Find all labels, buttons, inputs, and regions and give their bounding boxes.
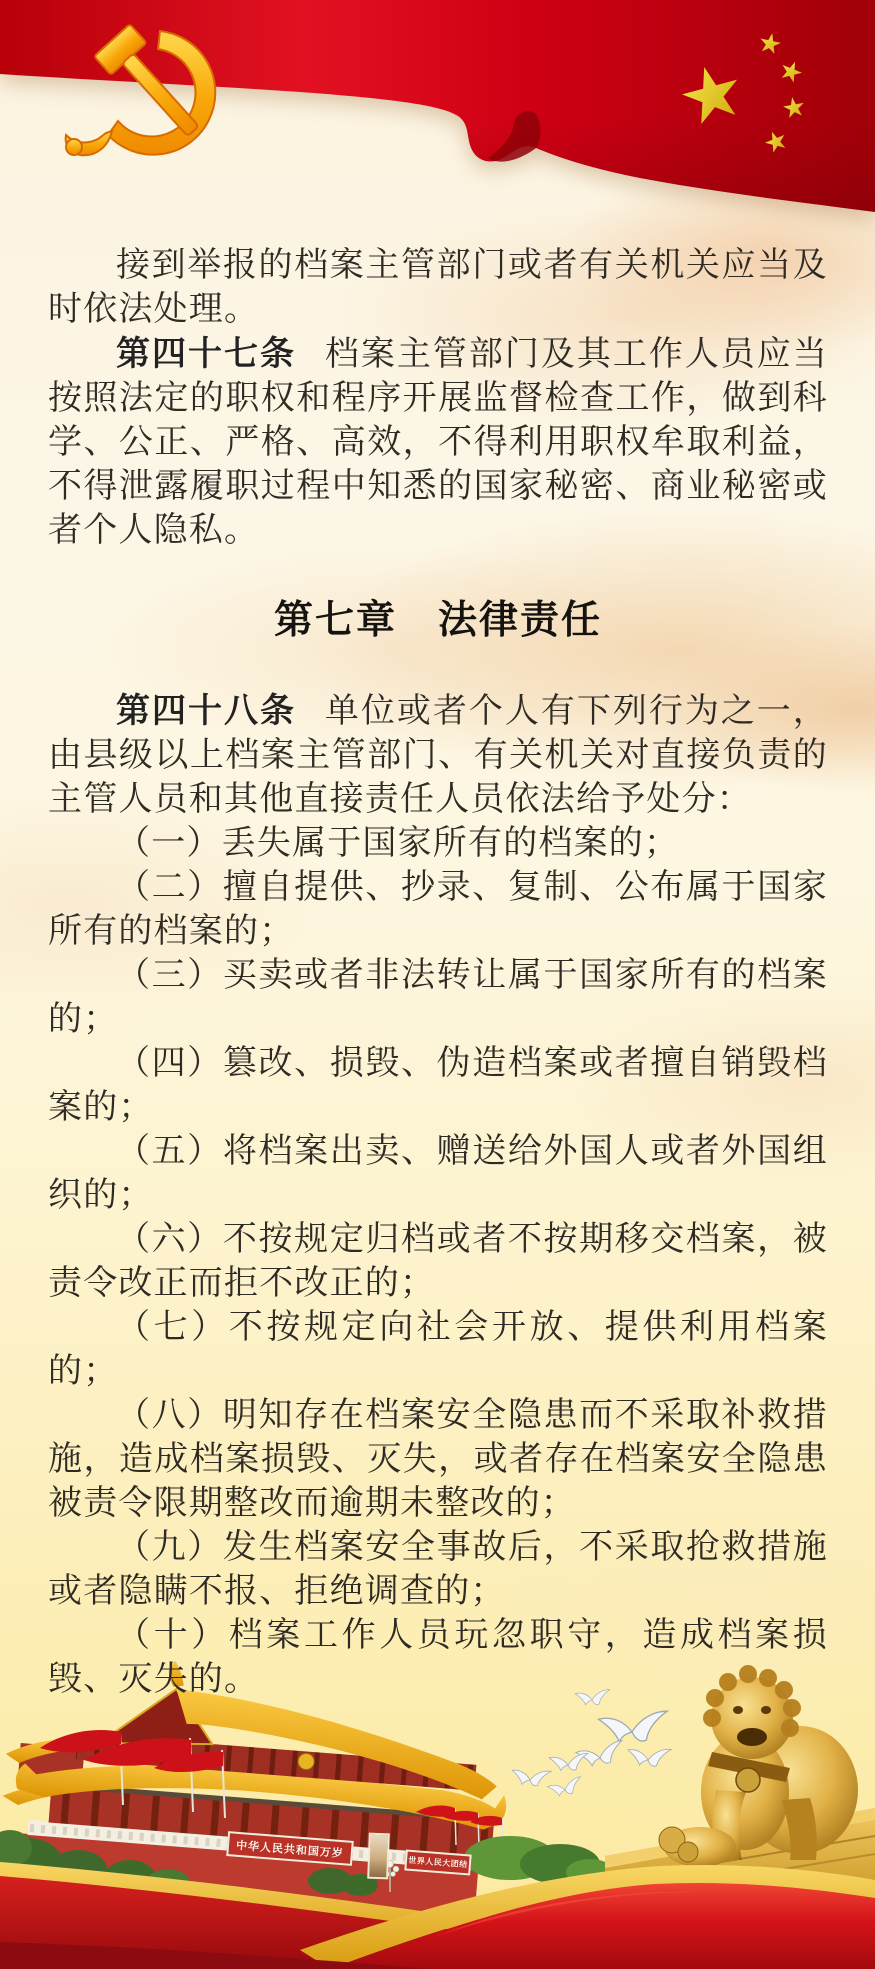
paragraph-report-handling: 接到举报的档案主管部门或者有关机关应当及时依法处理。	[48, 247, 828, 328]
dove-icon	[511, 1766, 552, 1788]
article-47-text: 档案主管部门及其工作人员应当按照法定的职权和程序开展监督检查工作，做到科学、公正、严格、高效，不得利用职权牟取利益，不得泄露履职过程中知悉的国家秘密、商业秘密或者个人隐私。	[48, 336, 828, 549]
sickle-knob	[66, 139, 82, 155]
dove-icon	[626, 1745, 671, 1768]
article-48-text: 单位或者个人有下列行为之一，由县级以上档案主管部门、有关机关对直接负责的主管人员和其他直接责任人员依法给予处分：	[48, 693, 828, 818]
violation-item-3: （三）买卖或者非法转让属于国家所有的档案的；	[48, 957, 828, 1038]
doves	[511, 1690, 672, 1798]
violation-item-6: （六）不按规定归档或者不按期移交档案，被责令改正而拒不改正的；	[48, 1221, 828, 1302]
violation-item-5: （五）将档案出卖、赠送给外国人或者外国组织的；	[48, 1133, 828, 1214]
paragraph-article-48	[48, 689, 828, 822]
tiananmen-banner-right: 世界人民大团结	[404, 1849, 471, 1875]
dove-icon	[549, 1753, 588, 1770]
violation-item-9: （九）发生档案安全事故后，不采取抢救措施或者隐瞒不报、拒绝调查的；	[48, 1529, 828, 1610]
article-48-number: 第四十八条	[116, 692, 296, 730]
violation-item-10: （十）档案工作人员玩忽职守，造成档案损毁、灭失的。	[48, 1617, 828, 1698]
tiananmen-banner-left: 中华人民共和国万岁	[226, 1831, 354, 1866]
violation-item-8: （八）明知存在档案安全隐患而不采取补救措施，造成档案损毁、灭失，或者存在档案安全隐患被责令限期整改而逾期未整改的；	[48, 1397, 828, 1522]
paragraph-article-47	[48, 332, 828, 553]
violation-item-2: （二）擅自提供、抄录、复制、公布属于国家所有的档案的；	[48, 869, 828, 950]
mao-portrait	[367, 1833, 390, 1880]
chapter-heading: 第七章 法律责任	[273, 599, 602, 642]
violation-item-4: （四）篡改、损毁、伪造档案或者擅自销毁档案的；	[48, 1045, 828, 1126]
violation-item-7: （七）不按规定向社会开放、提供利用档案的；	[48, 1309, 828, 1390]
law-text-body	[48, 244, 828, 1702]
dove-icon	[598, 1711, 667, 1741]
dove-icon	[547, 1777, 584, 1798]
article-47-number: 第四十七条	[116, 335, 296, 373]
violation-item-1: （一）丢失属于国家所有的档案的；	[116, 825, 680, 862]
